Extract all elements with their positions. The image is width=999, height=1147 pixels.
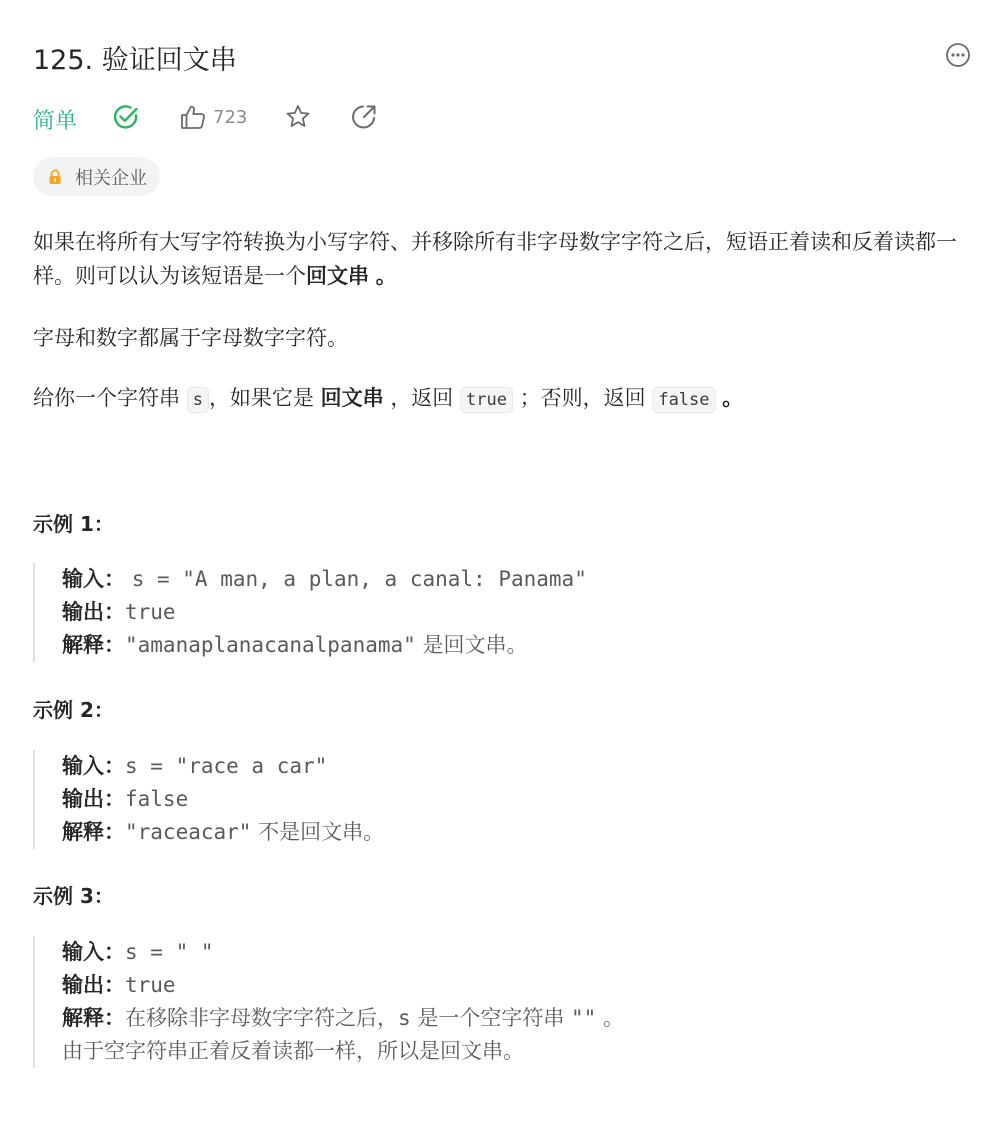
share-button[interactable] bbox=[350, 103, 378, 131]
p3-bold: 回文串 bbox=[320, 386, 384, 410]
example-3-input: s = " " bbox=[125, 940, 214, 964]
p3-text-a: 给你一个字符串 bbox=[33, 386, 180, 410]
like-button[interactable] bbox=[179, 102, 247, 132]
thumbs-up-icon bbox=[179, 103, 207, 131]
problem-meta-row bbox=[33, 100, 433, 138]
difficulty-badge: 简单 bbox=[33, 109, 78, 134]
example-3-explain-code-empty: "" bbox=[571, 1006, 597, 1030]
example-1-input: s = "A man, a plan, a canal: Panama" bbox=[131, 567, 587, 591]
star-icon bbox=[284, 103, 312, 131]
example-1-explain-text: 是回文串。 bbox=[422, 633, 528, 657]
example-2-input: s = "race a car" bbox=[125, 754, 328, 778]
p3-text-c: ，返回 bbox=[390, 386, 454, 410]
p3-text-e: 。 bbox=[722, 386, 744, 410]
example-3-block bbox=[33, 936, 624, 1068]
input-label: 输入： bbox=[62, 754, 125, 778]
share-icon bbox=[350, 103, 378, 131]
example-1-input-line bbox=[62, 563, 587, 596]
p1-end: 。 bbox=[375, 264, 397, 288]
example-2-explain-text: 不是回文串。 bbox=[258, 820, 385, 844]
example-3-title: 示例 3： bbox=[33, 884, 114, 908]
output-label: 输出： bbox=[62, 973, 125, 997]
example-3-explain-line bbox=[62, 1002, 624, 1035]
p3-text-d: ；否则，返回 bbox=[519, 386, 646, 410]
check-circle-icon bbox=[112, 103, 140, 131]
page-title: 125. 验证回文串 bbox=[33, 45, 237, 76]
example-3-output-line bbox=[62, 969, 624, 1002]
example-1-output: true bbox=[125, 600, 176, 624]
example-1-explain-code: "amanaplanacanalpanama" bbox=[125, 633, 416, 657]
example-2-block bbox=[33, 750, 384, 849]
solved-status bbox=[112, 103, 140, 131]
lock-icon bbox=[47, 169, 63, 185]
example-2-explain-line bbox=[62, 816, 384, 849]
example-3-explain-code-s: s bbox=[398, 1006, 411, 1030]
example-3-input-line bbox=[62, 936, 624, 969]
description-paragraph-1 bbox=[33, 225, 968, 293]
example-1-explain-line bbox=[62, 629, 587, 662]
example-2-explain-code: "raceacar" bbox=[125, 820, 252, 844]
example-3-output: true bbox=[125, 973, 176, 997]
explain-label: 解释： bbox=[62, 820, 125, 844]
inline-code-true: true bbox=[460, 387, 513, 413]
related-companies-tag[interactable] bbox=[33, 157, 160, 196]
example-2-title: 示例 2： bbox=[33, 698, 114, 722]
example-1-output-line bbox=[62, 596, 587, 629]
favorite-button[interactable] bbox=[284, 103, 312, 131]
description-paragraph-3 bbox=[33, 381, 743, 417]
example-3-explain-line-2: 由于空字符串正着反着读都一样，所以是回文串。 bbox=[62, 1039, 524, 1063]
more-icon bbox=[945, 42, 971, 68]
output-label: 输出： bbox=[62, 600, 125, 624]
more-options-button[interactable] bbox=[945, 42, 971, 68]
inline-code-false: false bbox=[652, 387, 715, 413]
p1-text: 如果在将所有大写字符转换为小写字符、并移除所有非字母数字字符之后，短语正着读和反着读都一样。则可以认为该短语是一个 bbox=[33, 230, 957, 288]
example-2-output: false bbox=[125, 787, 189, 811]
example-1-block bbox=[33, 563, 587, 662]
inline-code-s: s bbox=[187, 387, 209, 413]
like-count: 723 bbox=[213, 106, 248, 128]
explain-label: 解释： bbox=[62, 1006, 125, 1030]
example-3-explain-pre: 在移除非字母数字字符之后， bbox=[125, 1006, 398, 1030]
example-2-output-line bbox=[62, 783, 384, 816]
input-label: 输入： bbox=[62, 567, 125, 591]
example-2-input-line bbox=[62, 750, 384, 783]
output-label: 输出： bbox=[62, 787, 125, 811]
input-label: 输入： bbox=[62, 940, 125, 964]
example-3-explain-mid: 是一个空字符串 bbox=[417, 1006, 565, 1030]
p3-text-b: ，如果它是 bbox=[208, 386, 314, 410]
example-3-explain-end: 。 bbox=[603, 1006, 625, 1030]
p1-bold: 回文串 bbox=[306, 264, 369, 288]
explain-label: 解释： bbox=[62, 633, 125, 657]
company-tag-label: 相关企业 bbox=[75, 167, 147, 189]
description-paragraph-2: 字母和数字都属于字母数字字符。 bbox=[33, 326, 348, 350]
example-1-title: 示例 1： bbox=[33, 512, 114, 536]
